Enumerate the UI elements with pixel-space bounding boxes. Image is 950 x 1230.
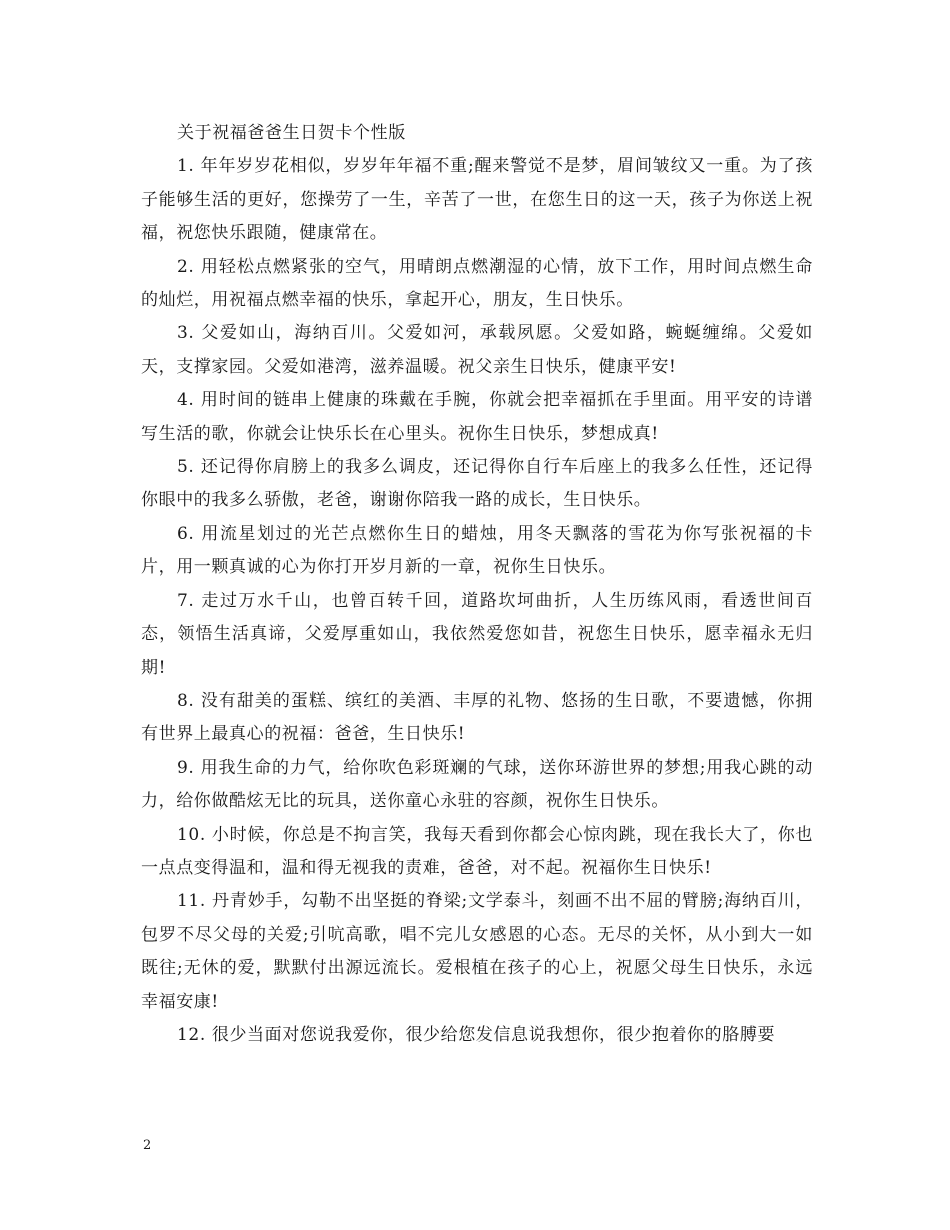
document-body — [141, 117, 813, 1052]
paragraph-4: 4. 用时间的链串上健康的珠戴在手腕，你就会把幸福抓在手里面。用平安的诗谱写生活的歌，你就会让快乐长在心里头。祝你生日快乐，梦想成真! — [141, 390, 813, 444]
paragraph-10: 10. 小时候，你总是不拘言笑，我每天看到你都会心惊肉跳，现在我长大了，你也一点点变得温和，温和得无视我的责难，爸爸，对不起。祝福你生日快乐! — [141, 824, 813, 878]
paragraph-7: 7. 走过万水千山，也曾百转千回，道路坎坷曲折，人生历练风雨，看透世间百态，领悟生活真谛，父爱厚重如山，我依然爱您如昔，祝您生日快乐，愿幸福永无归期! — [141, 590, 813, 678]
paragraph-11: 11. 丹青妙手，勾勒不出坚挺的脊梁;文学泰斗，刻画不出不屈的臂膀;海纳百川，包罗不尽父母的关爱;引吭高歌，唱不完儿女感恩的心态。无尽的关怀，从小到大一如既往;无休的爱，默默付出源远流长。爱根植在孩子的心上，祝愿父母生日快乐，永远幸福安康! — [141, 891, 813, 1012]
paragraph-1: 1. 年年岁岁花相似，岁岁年年福不重;醒来警觉不是梦，眉间皱纹又一重。为了孩子能够生活的更好，您操劳了一生，辛苦了一世，在您生日的这一天，孩子为你送上祝福，祝您快乐跟随，健康常在。 — [141, 156, 813, 244]
paragraph-12: 12. 很少当面对您说我爱你，很少给您发信息说我想你，很少抱着你的胳膊要 — [177, 1024, 776, 1045]
paragraph-6: 6. 用流星划过的光芒点燃你生日的蜡烛，用冬天飘落的雪花为你写张祝福的卡片，用一颗真诚的心为你打开岁月新的一章，祝你生日快乐。 — [141, 523, 813, 578]
paragraph-2: 2. 用轻松点燃紧张的空气，用晴朗点燃潮湿的心情，放下工作，用时间点燃生命的灿烂，用祝福点燃幸福的快乐，拿起开心，朋友，生日快乐。 — [141, 256, 813, 311]
page-number: 2 — [143, 1138, 152, 1153]
paragraph-3: 3. 父爱如山，海纳百川。父爱如河，承载夙愿。父爱如路，蜿蜒缠绵。父爱如天，支撑家园。父爱如港湾，滋养温暖。祝父亲生日快乐，健康平安! — [141, 323, 813, 377]
document-title: 关于祝福爸爸生日贺卡个性版 — [177, 123, 406, 143]
paragraph-9: 9. 用我生命的力气，给你吹色彩斑斓的气球，送你环游世界的梦想;用我心跳的动力，给你做酷炫无比的玩具，送你童心永驻的容颜，祝你生日快乐。 — [141, 757, 813, 812]
paragraph-8: 8. 没有甜美的蛋糕、缤红的美酒、丰厚的礼物、悠扬的生日歌，不要遗憾，你拥有世界上最真心的祝福：爸爸，生日快乐! — [141, 690, 813, 745]
paragraph-5: 5. 还记得你肩膀上的我多么调皮，还记得你自行车后座上的我多么任性，还记得你眼中的我多么骄傲，老爸，谢谢你陪我一路的成长，生日快乐。 — [141, 457, 813, 511]
